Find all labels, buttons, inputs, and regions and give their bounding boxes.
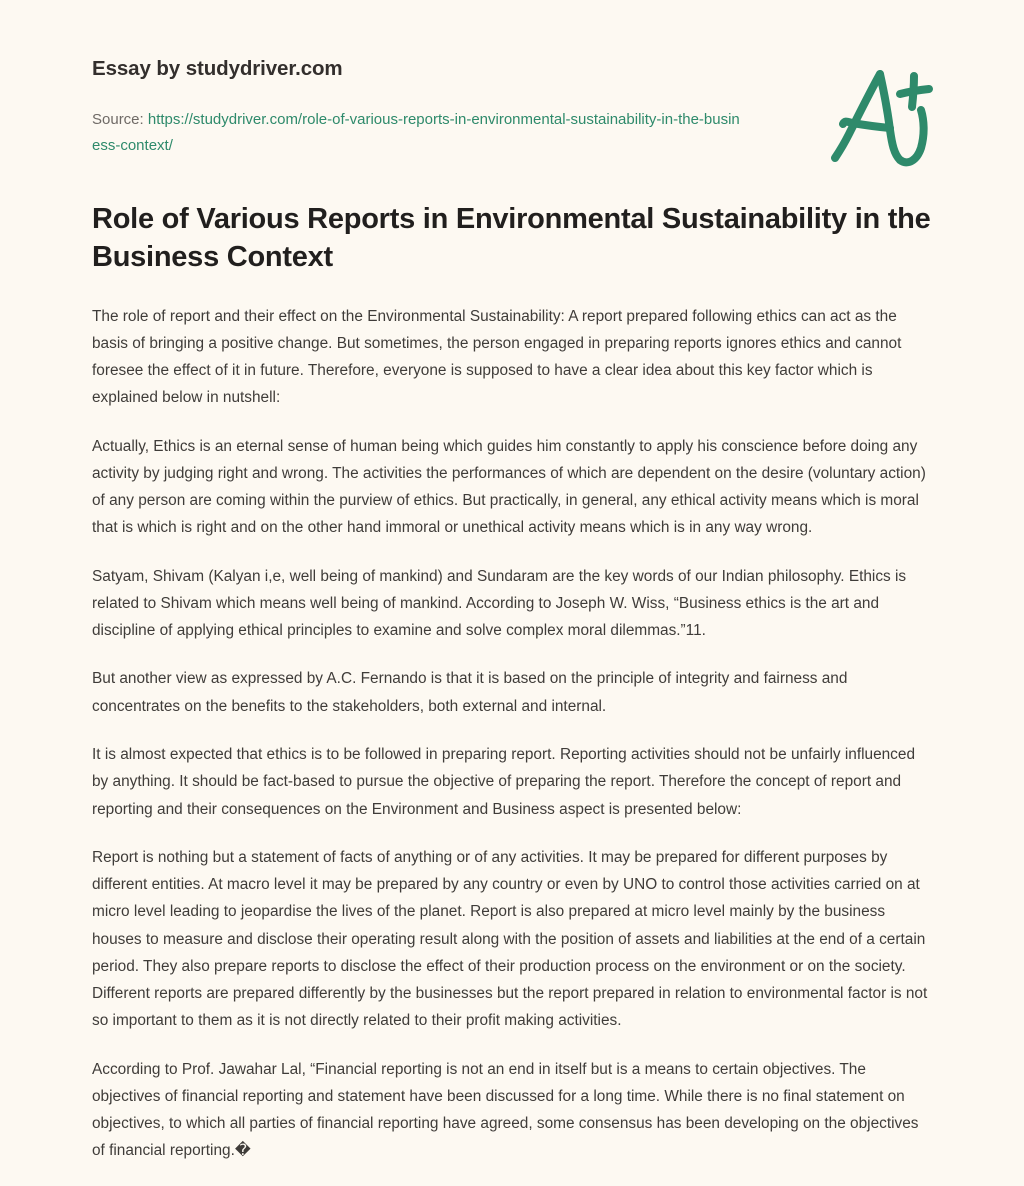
page-title: Role of Various Reports in Environmental Sustainability in the Business Context (92, 203, 931, 274)
paragraph: Satyam, Shivam (Kalyan i,e, well being of mankind) and Sundaram are the key words of our Indian philosophy. Ethics is related to Shivam which means well being of mankind. According to Joseph W. Wiss, “Business ethics is the art and discipline of applying ethical principles to examine and solve complex moral dilemmas.”11. (92, 567, 907, 640)
paragraph: Report is nothing but a statement of facts of anything or of any activities. It may be prepared for different purposes by different entities. At macro level it may be prepared by any country or even by UNO to control those activities carried on at micro level leading to jeopardise the lives of the planet. Report is also prepared at micro level mainly by the business houses to measure and disclose their operating result along with the position of assets and liabilities at the end of a certain period. They also prepare reports to disclose the effect of their production process on the environment or on the society. Different reports are prepared differently by the businesses but the report prepared in relation to environmental factor is not so important to them as it is not directly related to their profit making activities. (92, 848, 928, 1030)
article-body (92, 303, 932, 1165)
a-plus-logo (822, 62, 942, 172)
paragraph: The role of report and their effect on the Environmental Sustainability: A report prepared following ethics can act as the basis of bringing a positive change. But sometimes, the person engaged in preparing reports ignores ethics and cannot foresee the effect of it in future. Therefore, everyone is supposed to have a clear idea about this key factor which is explained below in nutshell: (92, 307, 902, 407)
source-label: Source: (92, 110, 144, 128)
paragraph: But another view as expressed by A.C. Fernando is that it is based on the principle of integrity and fairness and concentrates on the benefits to the stakeholders, both external and internal. (92, 670, 848, 715)
paragraph: Actually, Ethics is an eternal sense of human being which guides him constantly to apply his conscience before doing any activity by judging right and wrong. The activities the performances of which are dependent on the desire (voluntary action) of any person are coming within the purview of ethics. But practically, in general, any ethical activity means which is moral that is which is right and on the other hand immoral or unethical activity means which is in any way wrong. (92, 437, 926, 537)
page-header (0, 0, 1024, 200)
source-url-link[interactable]: https://studydriver.com/role-of-various-reports-in-environmental-sustainability-in-the-business-context/ (92, 110, 740, 154)
paragraph: According to Prof. Jawahar Lal, “Financial reporting is not an end in itself but is a means to certain objectives. The objectives of financial reporting and statement have been discussed for a long time. While there is no final statement on objectives, to which all parties of financial reporting have agreed, some consensus has been developing on the objectives of financial reporting.� (92, 1060, 919, 1160)
paragraph: It is almost expected that ethics is to be followed in preparing report. Reporting activities should not be unfairly influenced by anything. It should be fact-based to pursue the objective of preparing the report. Therefore the concept of report and reporting and their consequences on the Environment and Business aspect is presented below: (92, 745, 916, 818)
byline: Essay by studydriver.com (92, 57, 343, 80)
article (0, 200, 1024, 1165)
source-line (92, 107, 742, 160)
